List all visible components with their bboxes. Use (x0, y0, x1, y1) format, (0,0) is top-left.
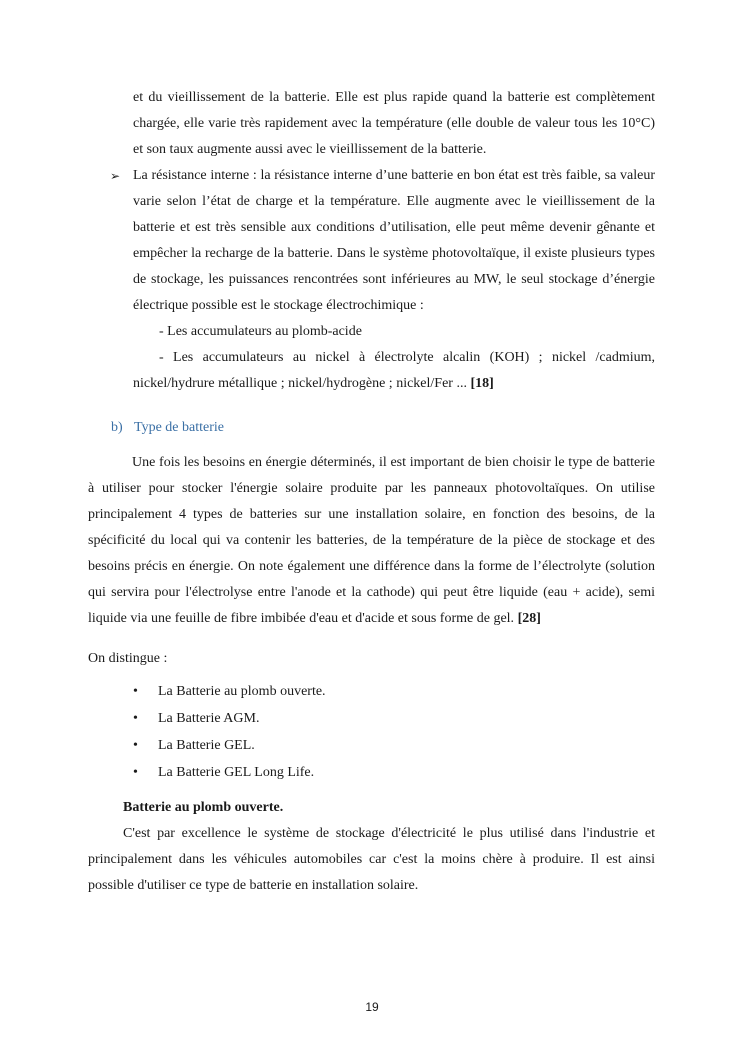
list-item-text: La Batterie au plomb ouverte. (158, 684, 326, 699)
list-item (133, 759, 326, 786)
list-intro: On distingue : (88, 651, 168, 666)
arrow-bullet-icon: ➢ (110, 169, 121, 183)
continued-paragraph (133, 85, 655, 163)
paragraph-lead-battery-text: C'est par excellence le système de stockage d'électricité le plus utilisé dans l'industrie et principalement dans les véhicules automobiles car c'est la moins chère à produire. Il est ainsi possible d'utiliser ce type de batterie en installation solaire. (88, 826, 655, 893)
bullet-dot-icon: • (133, 711, 138, 726)
citation-ref: [28] (517, 611, 541, 626)
paragraph-battery-choice (88, 450, 655, 632)
page-number: 19 (365, 1000, 379, 1014)
battery-type-list (133, 678, 326, 786)
bullet-text (133, 163, 655, 397)
paragraph-battery-choice-body (88, 450, 655, 632)
heading-number: b) (111, 420, 123, 435)
paragraph-battery-choice-text: Une fois les besoins en énergie déterminés, il est important de bien choisir le type de batterie à utiliser pour stocker l'énergie solaire produite par les panneaux photovoltaïques. On utilise principalement 4 types de batteries sur une installation solaire, en fonction des besoins, de la spécificité du local qui va contenir les batteries, de la température de la pièce de stockage et des besoins précis en énergie. On note également une différence dans la forme de l’électrolyte (solution qui servira pour l'électrolyse entre l'anode et la cathode) qui peut être liquide (eau + acide), semi liquide via une feuille de fibre imbibée d'eau et d'acide et sous forme de gel. (88, 455, 655, 626)
list-item-text: La Batterie GEL. (158, 738, 255, 753)
list-item (133, 732, 326, 759)
continued-paragraph-text: et du vieillissement de la batterie. Elle est plus rapide quand la batterie est complètement chargée, elle varie très rapidement avec la température (elle double de valeur tous les 10°C) et son taux augmente aussi avec le vieillissement de la batterie. (133, 90, 655, 157)
bullet-dot-icon: • (133, 684, 138, 699)
bullet-dot-icon: • (133, 738, 138, 753)
list-item-text: La Batterie GEL Long Life. (158, 765, 315, 780)
citation-ref: [18] (470, 376, 494, 391)
bullet-internal-resistance (110, 163, 655, 397)
sub-item-lead-acid: - Les accumulateurs au plomb-acide (159, 324, 362, 339)
sub-item-nickel (133, 345, 655, 397)
list-item-text: La Batterie AGM. (158, 711, 260, 726)
sub-item-nickel-text: - Les accumulateurs au nickel à électrolyte alcalin (KOH) ; nickel /cadmium, nickel/hydrure métallique ; nickel/hydrogène ; nickel/Fer ... (133, 350, 655, 391)
bullet-main-text: La résistance interne : la résistance interne d’une batterie en bon état est très faible, sa valeur varie selon l’état de charge et la température. Elle augmente avec le vieillissement de la batterie et est très sensible aux conditions d’utilisation, elle peut même devenir gênante et empêcher la recharge de la batterie. Dans le système photovoltaïque, il existe plusieurs types de stockage, les puissances rencontrées sont inférieures au MW, le seul stockage d’énergie électrique possible est le stockage électrochimique : (133, 168, 655, 313)
heading-title: Type de batterie (134, 420, 224, 435)
bullet-dot-icon: • (133, 765, 138, 780)
subsection-title: Batterie au plomb ouverte. (123, 800, 284, 815)
list-item (133, 678, 326, 705)
section-heading (111, 415, 224, 441)
list-item (133, 705, 326, 732)
paragraph-lead-battery (88, 821, 655, 899)
